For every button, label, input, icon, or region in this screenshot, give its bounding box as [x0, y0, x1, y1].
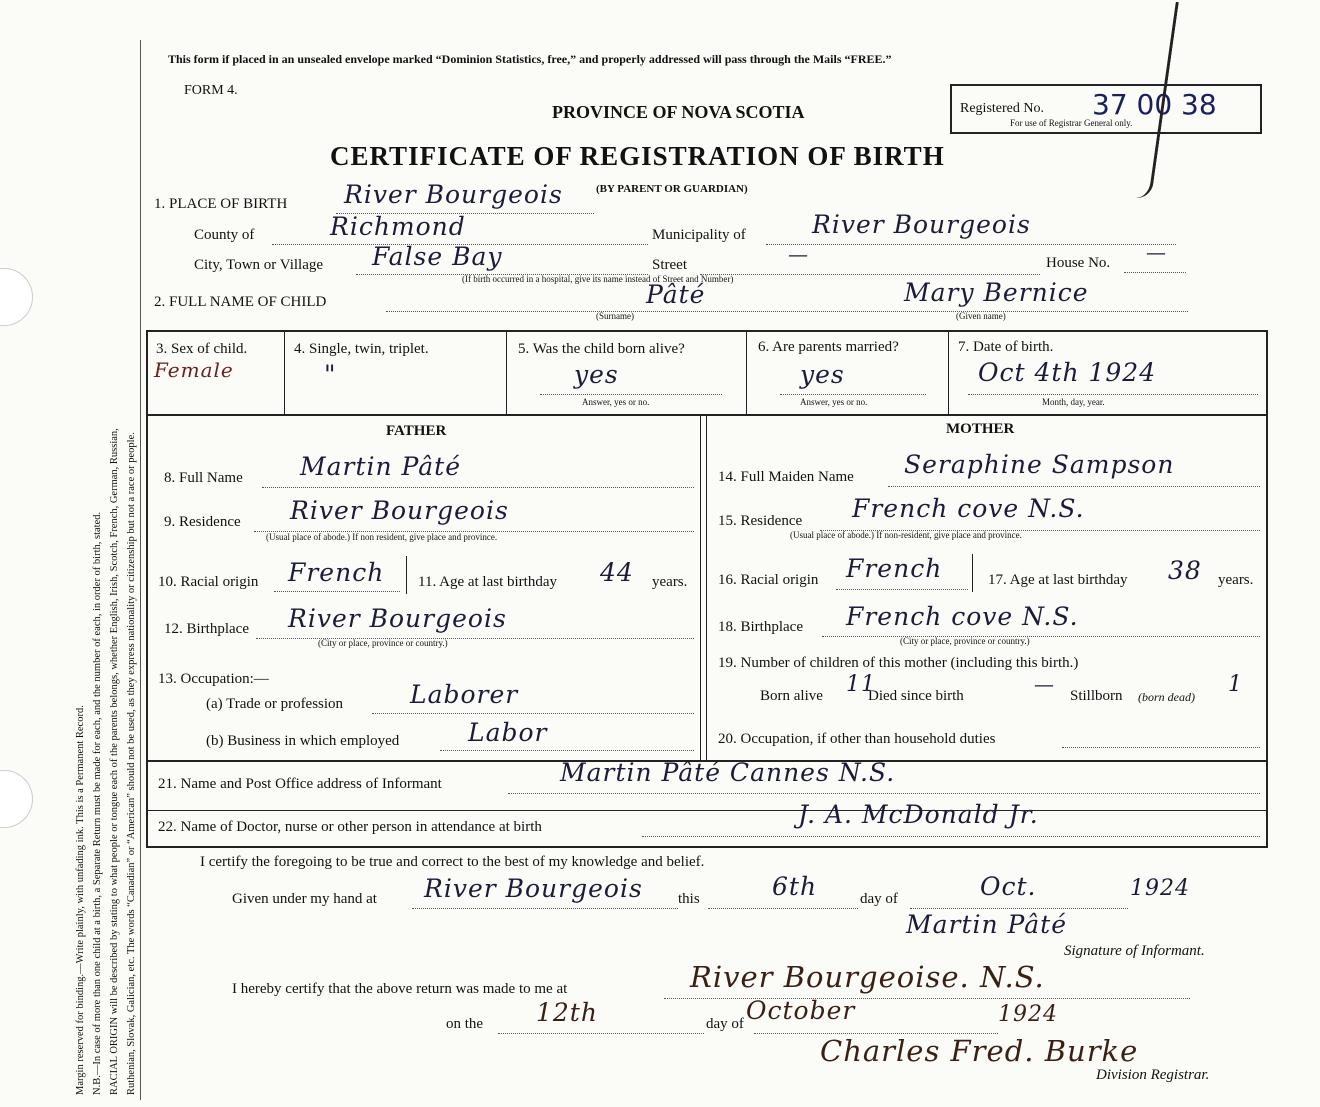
date-note: Month, day, year. — [1042, 397, 1105, 407]
father-name: Martin Pâté — [300, 452, 461, 481]
rule-row3-bottom — [146, 414, 1268, 416]
mother-birthplace: French cove N.S. — [846, 602, 1079, 631]
province-heading: PROVINCE OF NOVA SCOTIA — [552, 102, 805, 122]
rule-row3-top — [146, 330, 1268, 332]
form-number: FORM 4. — [184, 83, 238, 98]
registrar-place: River Bourgeoise. N.S. — [690, 960, 1045, 994]
died-value: — — [1034, 672, 1055, 696]
alive-note: Answer, yes or no. — [582, 397, 650, 407]
father-name-label: 8. Full Name — [164, 470, 243, 486]
mother-race-label: 16. Racial origin — [718, 572, 819, 588]
doctor-label: 22. Name of Doctor, nurse or other person in attendance at birth — [158, 819, 542, 835]
house-label: House No. — [1046, 255, 1111, 271]
margin-text — [72, 428, 140, 1095]
father-residence: River Bourgeois — [290, 496, 509, 525]
rule-frame-left — [146, 330, 148, 846]
cert-this: this — [678, 891, 700, 907]
cert-month: Oct. — [980, 872, 1037, 901]
registrar-on-the: on the — [446, 1016, 484, 1032]
father-birthplace: River Bourgeois — [288, 604, 507, 633]
rule-mother-race — [972, 554, 973, 592]
father-occupation-label: 13. Occupation:— — [158, 671, 269, 687]
stillborn-label: Stillborn — [1070, 688, 1123, 704]
rule-parent-divider — [700, 414, 707, 760]
mother-birthplace-label: 18. Birthplace — [718, 619, 803, 635]
father-age: 44 — [600, 558, 634, 587]
registrar-signature-label: Division Registrar. — [1096, 1067, 1210, 1083]
margin-line-2: N.B.—In case of more than one child at a birth, a Separate Return must be made for each, and the number of each, in order of birth, stated. — [92, 511, 103, 1095]
registrar-signature: Charles Fred. Burke — [820, 1034, 1139, 1068]
street-value: — — [788, 242, 809, 266]
registrar-statement: I hereby certify that the above return was made to me at — [232, 981, 568, 997]
sex-value: Female — [154, 358, 234, 382]
married-note: Answer, yes or no. — [800, 397, 868, 407]
father-residence-label: 9. Residence — [164, 514, 241, 530]
father-business-label: (b) Business in which employed — [206, 733, 400, 749]
city-label: City, Town or Village — [194, 257, 324, 273]
place-of-birth: River Bourgeois — [344, 180, 563, 209]
document-subtitle: (BY PARENT OR GUARDIAN) — [596, 183, 748, 195]
mother-years: years. — [1218, 572, 1254, 588]
father-race-label: 10. Racial origin — [158, 574, 259, 590]
municipality-label: Municipality of — [652, 227, 746, 243]
informant-signature: Martin Pâté — [906, 910, 1067, 939]
cert-given-label: Given under my hand at — [232, 891, 377, 907]
hospital-note: (If birth occurred in a hospital, give its name instead of Street and Number) — [462, 274, 734, 284]
mother-age-label: 17. Age at last birthday — [988, 572, 1128, 588]
registrar-year: 1924 — [998, 1002, 1058, 1027]
cert-year: 1924 — [1130, 876, 1190, 901]
child-surname: Pâté — [646, 280, 706, 309]
mother-occupation-label: 20. Occupation, if other than household duties — [718, 731, 996, 747]
married-value: yes — [800, 360, 845, 389]
date-value: Oct 4th 1924 — [978, 358, 1157, 387]
father-trade: Laborer — [410, 680, 519, 709]
mother-age: 38 — [1168, 556, 1202, 585]
binding-hole-top — [0, 268, 33, 326]
married-label: 6. Are parents married? — [758, 339, 899, 355]
father-heading: FATHER — [386, 423, 447, 439]
father-trade-label: (a) Trade or profession — [206, 696, 344, 712]
father-age-label: 11. Age at last birthday — [418, 574, 557, 590]
alive-label: 5. Was the child born alive? — [518, 341, 685, 357]
registered-label: Registered No. — [960, 101, 1044, 116]
house-value: — — [1146, 240, 1167, 264]
stillborn-note: (born dead) — [1138, 690, 1195, 704]
cert-day-of: day of — [860, 891, 898, 907]
rule-father-race — [406, 556, 407, 594]
rule-col-c — [746, 330, 747, 414]
rule-col-b — [506, 330, 507, 414]
father-race: French — [288, 558, 385, 587]
municipality-value: River Bourgeois — [812, 210, 1031, 239]
born-alive-label: Born alive — [760, 688, 823, 704]
mother-children-label: 19. Number of children of this mother (including this birth.) — [718, 655, 1079, 671]
document-title: CERTIFICATE OF REGISTRATION OF BIRTH — [330, 141, 945, 171]
margin-line-1: Margin reserved for binding.—Write plainly, with unfading ink. This is a Permanent Record. — [75, 705, 86, 1095]
rule-col-a — [284, 330, 285, 414]
rule-col-d — [948, 330, 949, 414]
child-name-label: 2. FULL NAME OF CHILD — [154, 294, 327, 310]
informant-label: 21. Name and Post Office address of Informant — [158, 776, 442, 792]
father-business: Labor — [468, 718, 548, 747]
mail-notice: This form if placed in an unsealed envelope marked “Dominion Statistics, free,” and properly addressed will pass through the Mails “FREE.” — [168, 52, 892, 66]
binding-hole-bottom — [0, 770, 33, 828]
single-label: 4. Single, twin, triplet. — [294, 341, 429, 357]
born-alive-value: 11 — [846, 672, 876, 697]
street-label: Street — [652, 257, 687, 273]
sex-label: 3. Sex of child. — [156, 341, 248, 357]
child-given-name: Mary Bernice — [904, 278, 1089, 307]
cert-place: River Bourgeois — [424, 874, 643, 903]
father-residence-note: (Usual place of abode.) If non resident, give place and province. — [266, 532, 498, 542]
died-label: Died since birth — [868, 688, 964, 704]
registrar-day: 12th — [536, 998, 598, 1027]
father-birthplace-note: (City or place, province or country.) — [318, 638, 448, 648]
registered-number: 37 00 38 — [1092, 88, 1217, 121]
rule-frame-right — [1266, 330, 1268, 846]
rule-informant-bottom — [146, 810, 1268, 811]
mother-residence: French cove N.S. — [852, 494, 1085, 523]
informant-signature-label: Signature of Informant. — [1064, 943, 1205, 959]
county-value: Richmond — [330, 212, 466, 241]
single-value: " — [324, 360, 337, 389]
father-birthplace-label: 12. Birthplace — [164, 621, 249, 637]
mother-birthplace-note: (City or place, province or country.) — [900, 636, 1030, 646]
mother-residence-note: (Usual place of abode.) If non-resident, give place and province. — [790, 530, 1022, 540]
margin-rule — [140, 40, 141, 1100]
stillborn-value: 1 — [1228, 672, 1243, 697]
cert-statement: I certify the foregoing to be true and correct to the best of my knowledge and belief. — [200, 854, 705, 870]
rule-doctor-bottom — [146, 846, 1268, 848]
surname-note: (Surname) — [596, 311, 634, 321]
date-label: 7. Date of birth. — [958, 339, 1054, 355]
given-note: (Given name) — [956, 311, 1006, 321]
registrar-month: October — [746, 996, 856, 1025]
place-label: 1. PLACE OF BIRTH — [154, 196, 288, 212]
doctor-value: J. A. McDonald Jr. — [798, 800, 1039, 829]
county-label: County of — [194, 227, 255, 243]
registrar-day-of: day of — [706, 1016, 744, 1032]
informant-value: Martin Pâté Cannes N.S. — [560, 758, 896, 787]
mother-heading: MOTHER — [946, 421, 1015, 437]
alive-value: yes — [574, 360, 619, 389]
mother-name: Seraphine Sampson — [904, 450, 1175, 479]
margin-line-3: RACIAL ORIGIN will be described by stating to what people or tongue each of the parents belongs, whether English, Irish, Scotch, French, German, Russian, — [109, 428, 120, 1095]
margin-line-4: Ruthenian, Slovak, Galician, etc. The words “Canadian” or “American” should not be used, as they express nationality or citizenship but not a race or people. — [126, 432, 137, 1095]
mother-name-label: 14. Full Maiden Name — [718, 469, 854, 485]
cert-day: 6th — [772, 872, 818, 901]
mother-residence-label: 15. Residence — [718, 513, 803, 529]
city-value: False Bay — [372, 242, 503, 271]
mother-race: French — [846, 554, 943, 583]
father-years: years. — [652, 574, 688, 590]
registered-note: For use of Registrar General only. — [1010, 118, 1133, 128]
